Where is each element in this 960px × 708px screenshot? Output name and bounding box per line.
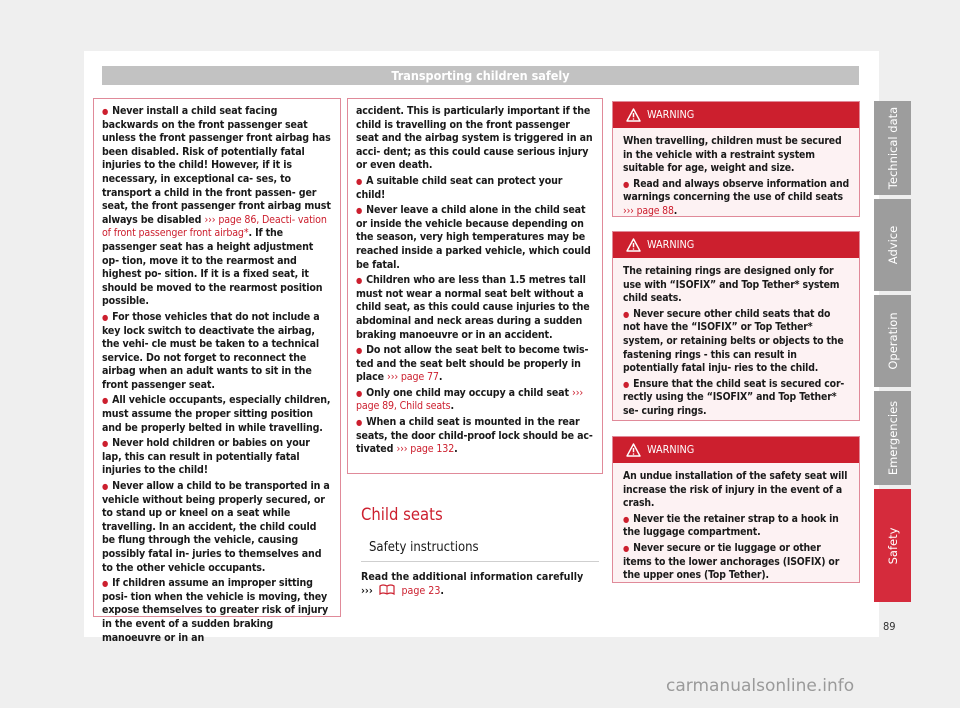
bullet-item [623, 378, 849, 419]
tab-emergencies[interactable]: Emergencies [874, 391, 911, 485]
watermark-text: carmanualsonline.info [666, 676, 855, 696]
bullet-item [102, 394, 332, 435]
bullet-text: Only one child may occupy a child seat [366, 386, 573, 399]
bullet-text: Never leave a child alone in the child seat or inside the vehicle because depending on the season, very high temperatures may be reached inside a parked vehicle, which could be fatal. [356, 204, 591, 271]
warning-intro [623, 470, 849, 511]
warning-header [613, 102, 859, 128]
bullet-dot-icon: ● [102, 439, 109, 449]
continuation-text: accident. This is particularly important if the child is travelling on the front passenger seat and the airbag system is triggered in an acci- dent; as this could cause serious injury or even death. [356, 105, 593, 172]
bullet-item [356, 344, 594, 385]
bullet-item [356, 204, 594, 272]
bullet-text: Never tie the retainer strap to a hook in the luggage compartment. [623, 512, 839, 539]
warning-box-1 [612, 101, 860, 217]
tab-advice[interactable]: Advice [874, 199, 911, 291]
bullet-item [623, 542, 849, 583]
warning-intro-text: When travelling, children must be secured in the vehicle with a restraint system suitable for age, weight and size. [623, 135, 842, 175]
warning-label: WARNING [647, 108, 695, 121]
warning-header [613, 437, 859, 463]
bullet-item [623, 308, 849, 376]
bullet-text: If children assume an improper sitting posi- tion when the vehicle is moving, they expose themselves to greater risk of injury in the event of a sudden braking manoeuvre or in an [102, 577, 329, 644]
page-reference-link[interactable]: ››› page 132 [396, 443, 455, 456]
bullet-dot-icon: ● [623, 179, 630, 189]
bullet-text: When a child seat is mounted in the rear seats, the door child-proof lock should be ac- tivated [356, 416, 593, 456]
bullet-text: Never install a child seat facing backwards on the front passenger seat unless the front passenger front airbag has been disabled. Risk of potentially fatal injuries to the child! However, if it is necessary, in exceptional ca- ses, to transport a child in the front passen- ger seat, the front passenger front airbag must always be disabled [102, 105, 331, 226]
bullet-item [356, 175, 594, 202]
bullet-item [356, 387, 594, 414]
bullet-text: All vehicle occupants, especially children, must assume the proper sitting position and be properly belted in while travelling. [102, 394, 331, 434]
read-more-text [361, 570, 601, 598]
warning-triangle-icon [626, 238, 641, 252]
bullet-text: For those vehicles that do not include a key lock switch to deactivate the airbag, the vehi- cle must be taken to a technical service. Do not forget to reconnect the airbag when an adult wants to sit in the front passenger seat. [102, 310, 320, 391]
bullet-text: Read and always observe information and warnings concerning the use of child seats [623, 177, 850, 204]
bullet-dot-icon: ● [102, 482, 109, 492]
tab-technical-data[interactable]: Technical data [874, 101, 911, 195]
bullet-text: . If the passenger seat has a height adjustment op- tion, move it to the rearmost and highest po- sition. If it is a fixed seat, it should be moved to the rearmost position possible. [102, 227, 323, 308]
warning-body [613, 128, 859, 227]
bullet-dot-icon: ● [356, 176, 363, 186]
warning-header [613, 232, 859, 258]
bullet-item [102, 577, 332, 645]
bullet-item [102, 480, 332, 575]
bullet-dot-icon: ● [102, 312, 109, 322]
bullet-item [102, 105, 332, 309]
bullet-dot-icon: ● [623, 514, 630, 524]
bullet-dot-icon: ● [356, 346, 363, 356]
warning-intro [623, 265, 849, 306]
page-reference-link[interactable]: ››› page 88 [623, 204, 674, 217]
page-reference-link[interactable]: ››› page 89, Child seats [356, 386, 584, 413]
bullet-item [356, 416, 594, 457]
bullet-item [102, 437, 332, 478]
page-number: 89 [883, 620, 896, 633]
bullet-dot-icon: ● [102, 396, 109, 406]
bullet-item [102, 311, 332, 393]
bullet-dot-icon: ● [356, 276, 363, 286]
bullet-text: Children who are less than 1.5 metres tall must not wear a normal seat belt without a child seat, as this could cause injuries to the abdominal and neck areas during a sudden braking manoeuvre or in an accident. [356, 274, 590, 341]
bullet-item [356, 274, 594, 342]
read-more-arrow: ››› [361, 585, 373, 597]
warning-label: WARNING [647, 238, 695, 251]
warning-body [613, 258, 859, 427]
warning-intro-text: An undue installation of the safety seat will increase the risk of injury in the event of a crash. [623, 470, 848, 510]
bullet-dot-icon: ● [623, 379, 630, 389]
warning-box-3 [612, 436, 860, 583]
section-subtitle: Safety instructions [369, 540, 479, 555]
warning-intro [623, 135, 849, 176]
page-header: Transporting children safely [102, 66, 859, 85]
bullet-text: . [438, 371, 443, 384]
bullet-dot-icon: ● [356, 418, 363, 428]
bullet-text: Ensure that the child seat is secured cor- rectly using the “ISOFIX” and Top Tether* se- curing rings. [623, 377, 845, 417]
bullet-text: A suitable child seat can protect your child! [356, 174, 563, 201]
bullet-dot-icon: ● [356, 206, 363, 216]
book-icon [379, 584, 395, 595]
page-reference-link[interactable]: ››› page 86, Deacti- vation of front passenger front airbag* [102, 213, 327, 240]
section-divider [361, 561, 599, 562]
bullet-text: Never allow a child to be transported in a vehicle without being properly secured, or to stand up or kneel on a seat while travelling. In an accident, the child could be flung through the vehicle, causing possibly fatal in- juries to themselves and to the other vehicle occupants. [102, 480, 330, 574]
bullet-text: Never secure or tie luggage or other items to the lower anchorages (ISOFIX) or the upper ones (Top Tether). [623, 541, 840, 582]
bullet-dot-icon: ● [623, 309, 630, 319]
bullet-item [623, 513, 849, 540]
warning-continuation-box [93, 98, 341, 644]
bullet-dot-icon: ● [356, 388, 363, 398]
warning-continuation-box-2 [347, 98, 603, 474]
page-reference-link[interactable]: ››› page 77 [387, 371, 439, 384]
bullet-text: . [673, 204, 678, 217]
warning-label: WARNING [647, 443, 695, 456]
tab-safety[interactable]: Safety [874, 489, 911, 602]
warning-body [613, 463, 859, 591]
bullet-text: . [450, 400, 454, 413]
tab-operation[interactable]: Operation [874, 295, 911, 387]
bullet-dot-icon: ● [102, 107, 109, 116]
warning-box-2 [612, 231, 860, 421]
bullet-text: Never secure other child seats that do not have the “ISOFIX” or Top Tether* system, or retaining belts or objects to the fastening rings - this can result in potentially fatal inju- ries to the child. [623, 307, 844, 375]
bullet-text: Do not allow the seat belt to become twis- ted and the seat belt should be properly in place [356, 344, 589, 384]
bullet-dot-icon: ● [623, 543, 630, 553]
bullet-dot-icon: ● [102, 579, 109, 589]
read-more-suffix: . [440, 585, 445, 597]
warning-triangle-icon [626, 108, 641, 122]
section-title: Child seats [361, 505, 443, 524]
read-more-prefix: Read the additional information carefully [361, 571, 584, 583]
bullet-text: . [454, 443, 458, 456]
warning-intro-text: The retaining rings are designed only for use with “ISOFIX” and Top Tether* system child seats. [623, 265, 840, 305]
bullet-text: Never hold children or babies on your lap, this can result in potentially fatal injuries to the child! [102, 437, 310, 477]
read-more-page-link[interactable]: page 23 [401, 585, 441, 597]
bullet-item [623, 178, 849, 219]
warning-triangle-icon [626, 443, 641, 457]
